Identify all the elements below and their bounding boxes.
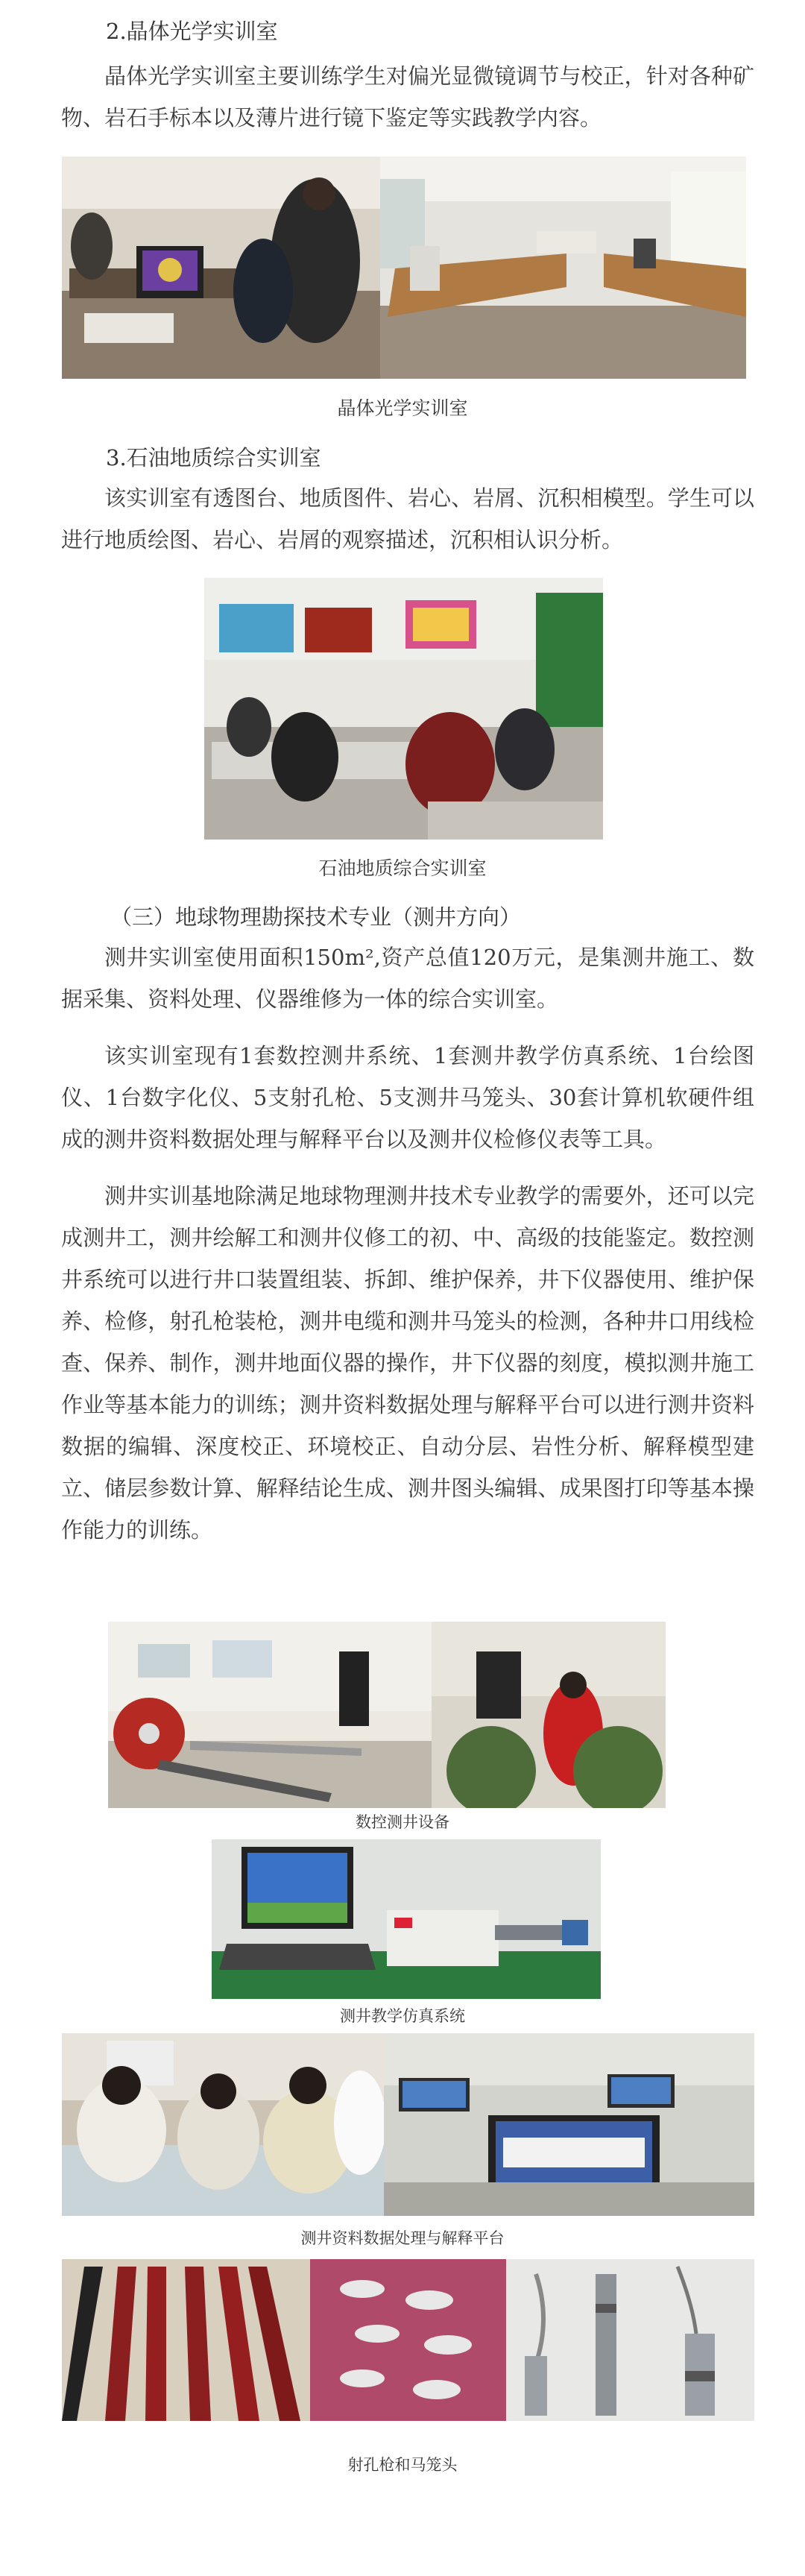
platform-photo-right xyxy=(384,2033,754,2216)
cnc-logging-photo-left xyxy=(108,1622,432,1808)
perforating-gun-photo xyxy=(62,2259,310,2421)
caption-petroleum: 石油地质综合实训室 xyxy=(318,857,487,879)
caption-cnc: 数控测井设备 xyxy=(356,1813,449,1831)
crystal-lab-photo-left xyxy=(62,157,380,379)
petroleum-lab-photo xyxy=(204,578,603,840)
cable-head-photo xyxy=(506,2259,754,2421)
caption-platform: 测井资料数据处理与解释平台 xyxy=(300,2229,505,2247)
section-heading-petroleum: 3.石油地质综合实训室 xyxy=(106,445,321,470)
crystal-lab-photo-right xyxy=(380,157,746,379)
paragraph-petroleum: 该实训室有透图台、地质图件、岩心、岩屑、沉积相模型。学生可以进行地质绘图、岩心、岩屑的观察描述，沉积相认识分析。 xyxy=(61,485,754,552)
caption-sim: 测井教学仿真系统 xyxy=(340,2007,465,2025)
platform-photo-left xyxy=(62,2033,384,2216)
paragraph-logging-1: 测井实训室使用面积150m²,资产总值120万元，是集测井施工、数据采集、资料处理、仪器维修为一体的综合实训室。 xyxy=(61,945,754,1012)
section-heading-crystal: 2.晶体光学实训室 xyxy=(106,19,278,44)
paragraph-logging-2: 该实训室现有1套数控测井系统、1套测井教学仿真系统、1台绘图仪、1台数字化仪、5支射孔枪、5支测井马笼头、30套计算机软硬件组成的测井资料数据处理与解释平台以及测井仪检修仪表等工具。 xyxy=(61,1043,754,1152)
paragraph-logging-3: 测井实训基地除满足地球物理测井技术专业教学的需要外，还可以完成测井工，测井绘解工和测井仪修工的初、中、高级的技能鉴定。数控测井系统可以进行井口装置组装、拆卸、维护保养，井下仪器使用、维护保养、检修，射孔枪装枪，测井电缆和测井马笼头的检测，各种井口用线检查、保养、制作，测井地面仪器的操作，井下仪器的刻度，模拟测井施工作业等基本能力的训练；测井资料数据处理与解释平台可以进行测井资料数据的编辑、深度校正、环境校正、自动分层、岩性分析、解释模型建立、储层参数计算、解释结论生成、测井图头编辑、成果图打印等基本操作能力的训练。 xyxy=(61,1183,754,1543)
caption-gun: 射孔枪和马笼头 xyxy=(347,2456,458,2474)
section-heading-logging: （三）地球物理勘探技术专业（测井方向） xyxy=(110,904,522,930)
caption-crystal: 晶体光学实训室 xyxy=(337,397,468,419)
paragraph-crystal: 晶体光学实训室主要训练学生对偏光显微镜调节与校正，针对各种矿物、岩石手标本以及薄片进行镜下鉴定等实践教学内容。 xyxy=(61,63,754,130)
simulation-system-photo xyxy=(212,1839,601,1999)
charge-photo xyxy=(310,2259,506,2421)
cnc-logging-photo-right xyxy=(432,1622,666,1808)
